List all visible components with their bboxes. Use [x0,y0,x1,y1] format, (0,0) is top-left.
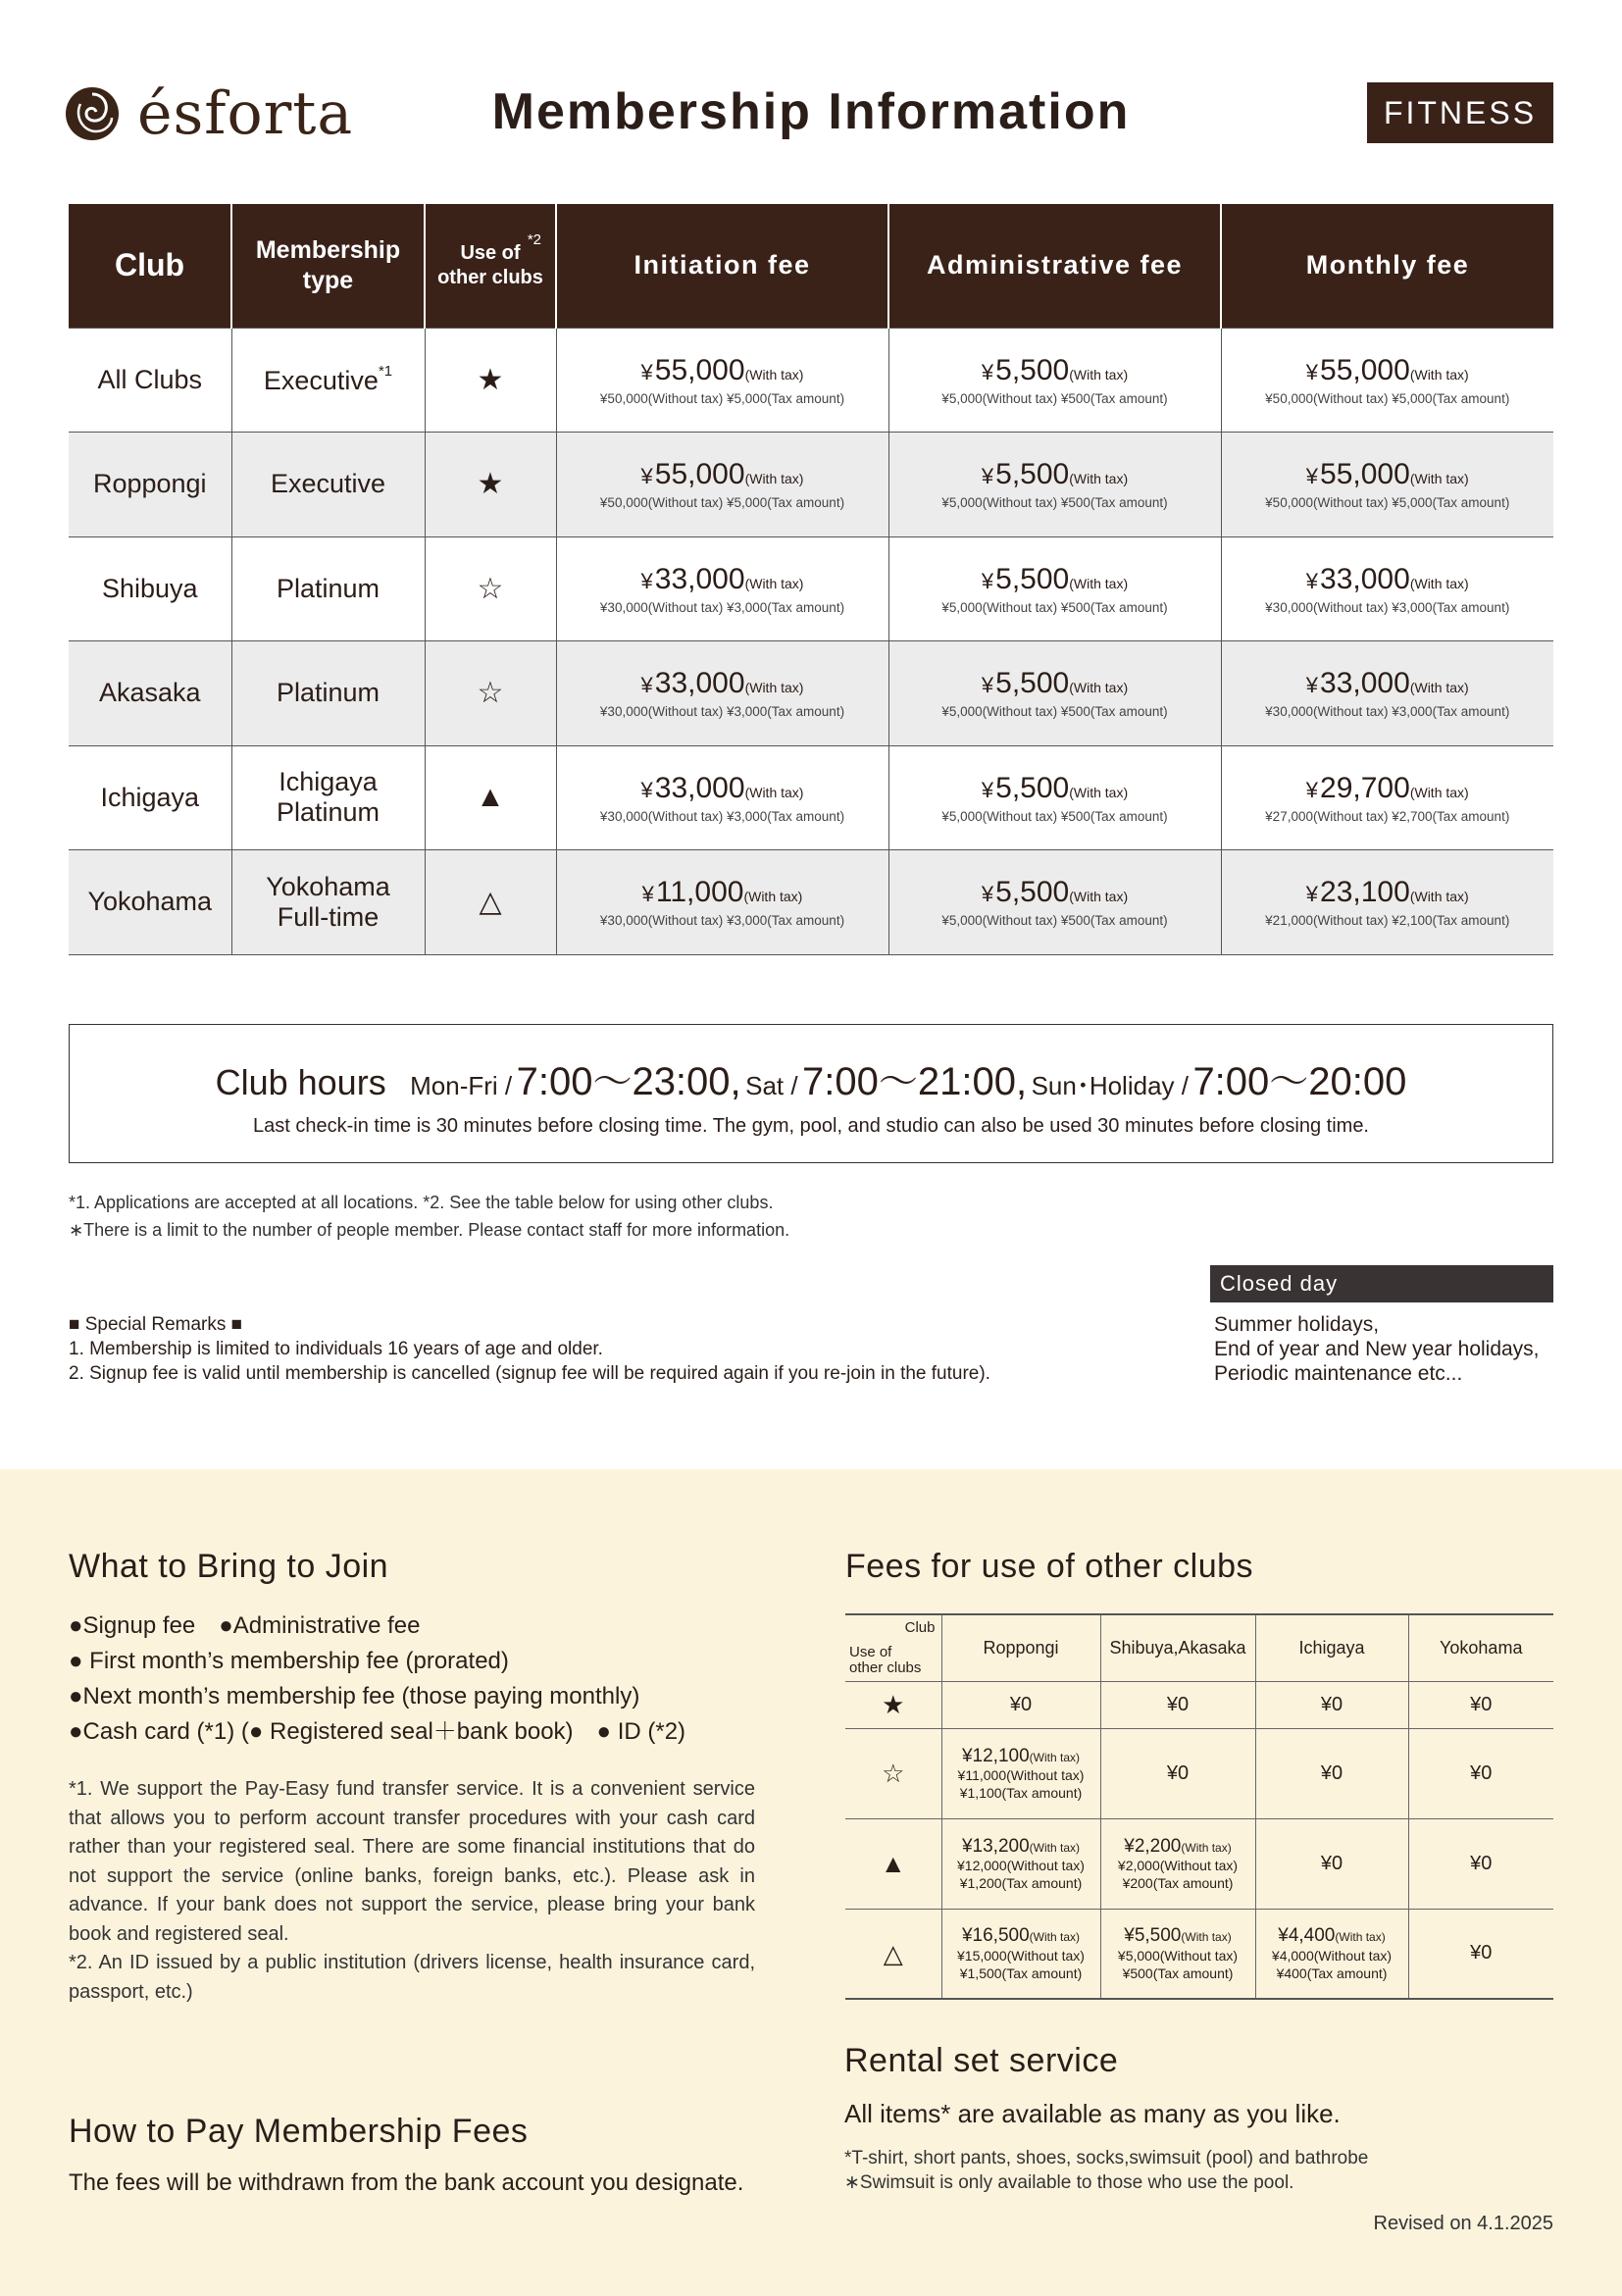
monthly-fee-cell: ¥33,000(With tax) ¥30,000(Without tax) ¥3,000(Tax amount) [1221,536,1553,641]
monthly-fee-cell: ¥33,000(With tax) ¥30,000(Without tax) ¥3,000(Tax amount) [1221,641,1553,746]
table-row [69,328,1553,433]
special-remarks [69,1312,990,1386]
closed-day-item: Summer holidays, [1214,1313,1380,1336]
other-club-fee-cell: ¥0 [1408,1728,1553,1818]
membership-type: Ichigaya Platinum [231,745,425,850]
header-monthly-fee: Monthly fee [1221,204,1553,328]
category-badge: FITNESS [1367,82,1553,143]
other-clubs-header-row [845,1614,1553,1681]
administrative-fee-cell: ¥5,500(With tax) ¥5,000(Without tax) ¥500(Tax amount) [888,641,1221,746]
what-to-bring-list [69,1608,685,1750]
bring-item: ●Signup fee ●Administrative fee [69,1612,421,1639]
revised-date: Revised on 4.1.2025 [1373,2213,1553,2234]
saturday-hours: 7:00～21:00, [802,1060,1028,1103]
other-clubs-title: Fees for use of other clubs [845,1548,1254,1585]
initiation-fee-cell: ¥33,000(With tax) ¥30,000(Without tax) ¥3,000(Tax amount) [556,745,888,850]
special-remarks-title: ■ Special Remarks ■ [69,1314,243,1335]
monthly-fee-cell: ¥55,000(With tax) ¥50,000(Without tax) ¥5,000(Tax amount) [1221,433,1553,537]
club-name: All Clubs [69,328,231,433]
table-row [69,433,1553,537]
administrative-fee-cell: ¥5,500(With tax) ¥5,000(Without tax) ¥500(Tax amount) [888,536,1221,641]
bring-item: ●Cash card (*1) (● Registered seal＋bank book) ● ID (*2) [69,1718,686,1745]
use-symbol: △ [845,1909,941,1999]
membership-type: Platinum [231,536,425,641]
club-name: Akasaka [69,641,231,746]
other-club-fee-cell: ¥0 [1255,1728,1408,1818]
table-row [845,1818,1553,1909]
other-club-fee-cell: ¥0 [1408,1818,1553,1909]
other-club-fee-cell: ¥0 [941,1681,1100,1728]
footnotes [69,1189,789,1244]
closed-day-list [1214,1312,1540,1386]
bring-item: ● First month’s membership fee (prorated) [69,1648,509,1674]
club-hours-title: Club hours [215,1062,386,1102]
footnote-line: *1. Applications are accepted at all locations. *2. See the table below for using other clubs. [69,1193,774,1212]
table-row [845,1681,1553,1728]
other-clubs-symbol: ☆ [425,641,556,746]
other-clubs-fee-table [845,1613,1553,2000]
initiation-fee-cell: ¥11,000(With tax) ¥30,000(Without tax) ¥3,000(Tax amount) [556,850,888,955]
membership-type: Executive [231,433,425,537]
club-name: Ichigaya [69,745,231,850]
header-club: Club [69,204,231,328]
header-membership-type: Membership type [231,204,425,328]
check-in-note: Last check-in time is 30 minutes before closing time. The gym, pool, and studio can also be used 30 minutes before closing time. [252,1115,1369,1137]
table-row [69,850,1553,955]
club-name: Shibuya [69,536,231,641]
header-initiation-fee: Initiation fee [556,204,888,328]
other-clubs-symbol: △ [425,850,556,955]
how-to-pay-text: The fees will be withdrawn from the bank account you designate. [69,2169,744,2196]
page-title: Membership Information [491,83,1131,140]
membership-type: Executive$^{*1}$ [231,328,425,433]
column-header-shibuya-akasaka: Shibuya,Akasaka [1100,1614,1255,1681]
other-clubs-symbol: ★ [425,433,556,537]
initiation-fee-cell: ¥55,000(With tax) ¥50,000(Without tax) ¥5,000(Tax amount) [556,433,888,537]
other-clubs-corner-cell [845,1614,941,1681]
sunday-holiday-hours: 7:00～20:00 [1192,1060,1407,1103]
other-club-fee-cell: ¥0 [1100,1681,1255,1728]
initiation-fee-cell: ¥33,000(With tax) ¥30,000(Without tax) ¥3,000(Tax amount) [556,641,888,746]
administrative-fee-cell: ¥5,500(With tax) ¥5,000(Without tax) ¥500(Tax amount) [888,745,1221,850]
membership-fee-table [69,204,1553,955]
rental-note: ∗Swimsuit is only available to those who use the pool. [844,2172,1294,2193]
administrative-fee-cell: ¥5,500(With tax) ¥5,000(Without tax) ¥500(Tax amount) [888,850,1221,955]
administrative-fee-cell: ¥5,500(With tax) ¥5,000(Without tax) ¥500(Tax amount) [888,433,1221,537]
other-club-fee-cell: ¥16,500(With tax) ¥15,000(Without tax) ¥1,500(Tax amount) [941,1909,1100,1999]
club-hours-line [70,1050,1552,1106]
header-use-other-clubs: *2 Use of other clubs [425,204,556,328]
what-to-bring-notes [69,1775,755,2007]
rental-notes [844,2146,1368,2195]
use-symbol: ★ [845,1681,941,1728]
table-row [845,1909,1553,1999]
other-club-fee-cell: ¥0 [1408,1681,1553,1728]
initiation-fee-cell: ¥55,000(With tax) ¥50,000(Without tax) ¥5,000(Tax amount) [556,328,888,433]
rental-title: Rental set service [844,2042,1119,2079]
bring-note: *1. We support the Pay-Easy fund transfer service. It is a convenient service that allows you to perform account transfer procedures with your cash card rather than your registered seal. There are some financial institutions that do not support the service (online banks, foreign banks, etc.). Please ask in advance. If your bank does not support the service, please bring your bank book and registered seal. [69,1778,755,1945]
other-club-fee-cell: ¥0 [1408,1909,1553,1999]
monthly-fee-cell: ¥29,700(With tax) ¥27,000(Without tax) ¥2,700(Tax amount) [1221,745,1553,850]
other-club-fee-cell: ¥12,100(With tax) ¥11,000(Without tax) ¥1,100(Tax amount) [941,1728,1100,1818]
closed-day-item: Periodic maintenance etc... [1214,1362,1463,1385]
other-club-fee-cell: ¥2,200(With tax) ¥2,000(Without tax) ¥200(Tax amount) [1100,1818,1255,1909]
other-club-fee-cell: ¥0 [1100,1728,1255,1818]
table-row [69,641,1553,746]
remark-item: 1. Membership is limited to individuals 16 years of age and older. [69,1339,603,1359]
saturday-label: Sat / [745,1071,798,1100]
administrative-fee-cell: ¥5,500(With tax) ¥5,000(Without tax) ¥500(Tax amount) [888,328,1221,433]
other-club-fee-cell: ¥5,500(With tax) ¥5,000(Without tax) ¥500(Tax amount) [1100,1909,1255,1999]
column-header-ichigaya: Ichigaya [1255,1614,1408,1681]
sunday-holiday-label: Sun･Holiday / [1031,1071,1189,1100]
other-club-fee-cell: ¥0 [1255,1681,1408,1728]
closed-day-title: Closed day [1210,1265,1553,1302]
table-row [69,745,1553,850]
club-name: Yokohama [69,850,231,955]
weekday-hours: 7:00～23:00, [516,1060,741,1103]
use-symbol: ▲ [845,1818,941,1909]
other-club-fee-cell: ¥0 [1255,1818,1408,1909]
rental-note: *T-shirt, short pants, shoes, socks,swimsuit (pool) and bathrobe [844,2148,1369,2168]
initiation-fee-cell: ¥33,000(With tax) ¥30,000(Without tax) ¥3,000(Tax amount) [556,536,888,641]
bring-note: *2. An ID issued by a public institution (drivers license, health insurance card, passport, etc.) [69,1952,755,2003]
footnote-line: ∗There is a limit to the number of people member. Please contact staff for more information. [69,1220,790,1240]
other-clubs-symbol: ▲ [425,745,556,850]
corner-club-label: Club [904,1619,936,1636]
corner-use-label: Use of other clubs [849,1643,922,1676]
logo-wordmark: ésforta [137,79,354,148]
club-hours-box [69,1024,1553,1163]
club-name: Roppongi [69,433,231,537]
monthly-fee-cell: ¥23,100(With tax) ¥21,000(Without tax) ¥2,100(Tax amount) [1221,850,1553,955]
header-administrative-fee: Administrative fee [888,204,1221,328]
other-clubs-symbol: ★ [425,328,556,433]
rental-lead: All items* are available as many as you like. [844,2099,1341,2128]
other-clubs-symbol: ☆ [425,536,556,641]
other-club-fee-cell: ¥13,200(With tax) ¥12,000(Without tax) ¥1,200(Tax amount) [941,1818,1100,1909]
remark-item: 2. Signup fee is valid until membership is cancelled (signup fee will be required again if you re-join in the future). [69,1363,990,1384]
other-club-fee-cell: ¥4,400(With tax) ¥4,000(Without tax) ¥400(Tax amount) [1255,1909,1408,1999]
closed-day-item: End of year and New year holidays, [1214,1338,1540,1360]
what-to-bring-title: What to Bring to Join [69,1548,389,1585]
bring-item: ●Next month’s membership fee (those paying monthly) [69,1683,640,1709]
table-row [69,536,1553,641]
table-row [845,1728,1553,1818]
use-symbol: ☆ [845,1728,941,1818]
weekday-label: Mon-Fri / [410,1071,513,1100]
monthly-fee-cell: ¥55,000(With tax) ¥50,000(Without tax) ¥5,000(Tax amount) [1221,328,1553,433]
how-to-pay-title: How to Pay Membership Fees [69,2113,529,2150]
membership-type: Yokohama Full-time [231,850,425,955]
membership-type: Platinum [231,641,425,746]
column-header-roppongi: Roppongi [941,1614,1100,1681]
column-header-yokohama: Yokohama [1408,1614,1553,1681]
table-header-row [69,204,1553,328]
